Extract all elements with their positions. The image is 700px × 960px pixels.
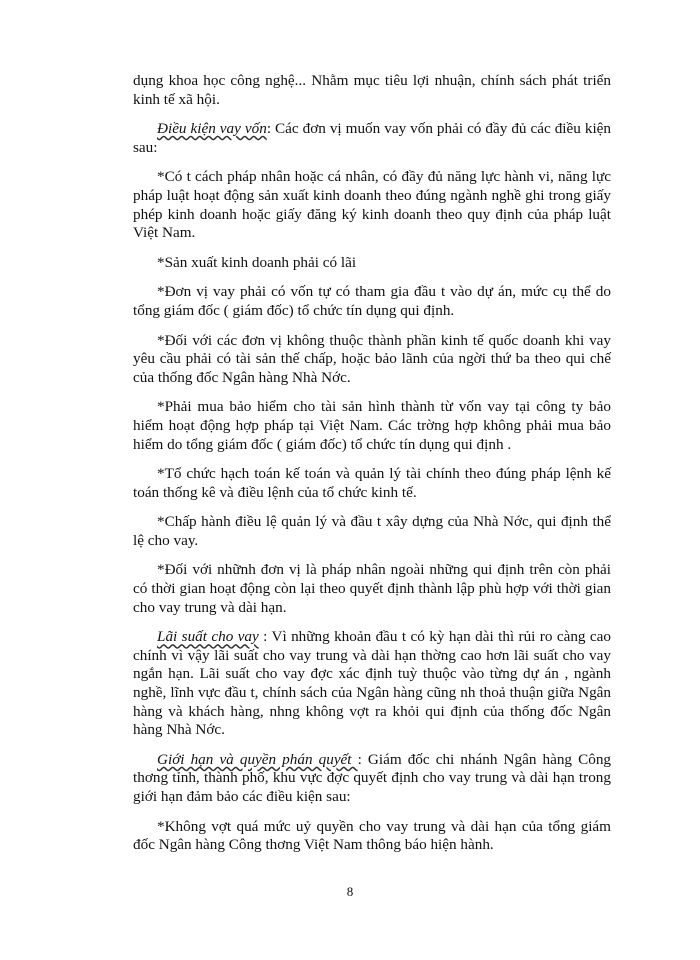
paragraph-text: : Các đơn vị muốn vay vốn phải có đầy đủ các điều kiện sau: [133,120,611,156]
paragraph-5 [133,283,611,320]
paragraph-text: *Phải mua bảo hiểm cho tài sản hình thành từ vốn vay tại công ty bảo hiểm hoạt động hợp pháp tại Việt Nam. Các trờng hợp không phải mua bảo hiểm do tổng giám đốc ( giám đốc) tổ chức tín dụng qui định . [133,398,611,453]
paragraph-11 [133,628,611,740]
paragraph-text: *Không vợt quá mức uỷ quyền cho vay trung và dài hạn của tổng giám đốc Ngân hàng Công thơng Việt Nam thông báo hiện hành. [133,817,611,854]
paragraph-3 [133,168,611,242]
paragraph-text: *Đối với các đơn vị không thuộc thành phần kinh tế quốc doanh khi vay yêu cầu phải có tài sản thế chấp, hoặc bảo lãnh của ngời thứ ba theo qui chế của thống đốc Ngân hàng Nhà Nớc. [133,331,611,386]
section-heading-loan-conditions: Điều kiện vay vốn [157,120,267,138]
section-heading-limits-authority: Giới hạn và quyền phán quyết [157,750,358,768]
paragraph-9 [133,513,611,550]
paragraph-1 [133,72,611,109]
paragraph-8 [133,465,611,502]
paragraph-12 [133,751,611,807]
paragraph-text: : Vì những khoản đầu t có kỳ hạn dài thì rủi ro càng cao chính vì vậy lãi suất cho vay trung và dài hạn thờng cao hơn lãi suất cho vay ngắn hạn. Lãi suất cho vay đợc xác định tuỳ thuộc vào từng dự án , ngành nghề, lĩnh vực đầu t, chính sách của Ngân hàng cũng nh thoả thuận giữa Ngân hàng và khách hàng, nhng không vợt ra khỏi qui định của thống đốc Ngân hàng Nhà Nớc. [133,628,611,739]
paragraph-13 [133,818,611,855]
paragraph-text: *Đối với nhữnh đơn vị là pháp nhân ngoài những qui định trên còn phải có thời gian hoạt động còn lại theo quyết định thành lập phù hợp với thời gian cho vay trung và dài hạn. [133,561,611,616]
paragraph-text: *Đơn vị vay phải có vốn tự có tham gia đầu t vào dự án, mức cụ thể do tổng giám đốc ( giám đốc) tổ chức tín dụng qui định. [133,283,611,319]
paragraph-text: *Sản xuất kinh doanh phải có lãi [157,253,357,271]
document-page [133,72,611,866]
page-number: 8 [346,884,354,899]
paragraph-10 [133,561,611,617]
paragraph-7 [133,398,611,454]
paragraph-6 [133,332,611,388]
paragraph-text: *Chấp hành điều lệ quản lý và đầu t xây dựng của Nhà Nớc, qui định thể lệ cho vay. [133,513,611,549]
paragraph-text: *Tổ chức hạch toán kế toán và quản lý tài chính theo đúng pháp lệnh kế toán thống kê và điều lệnh của tổ chức kinh tế. [133,465,611,501]
paragraph-text: : Giám đốc chi nhánh Ngân hàng Công thơng tỉnh, thành phố, khu vực đợc quyết định cho vay trung và dài hạn trong giới hạn đảm bảo các điều kiện sau: [133,750,612,805]
section-heading-interest-rate: Lãi suất cho vay [157,628,259,646]
paragraph-2 [133,120,611,157]
paragraph-text: *Có t cách pháp nhân hoặc cá nhân, có đầy đủ năng lực hành vi, năng lực pháp luật hoạt động sản xuất kinh doanh theo đúng ngành nghề ghi trong giấy phép kinh doanh hoặc giấy đăng ký kinh doanh theo quy định của pháp luật Việt Nam. [133,168,611,242]
paragraph-text: dụng khoa học công nghệ... Nhằm mục tiêu lợi nhuận, chính sách phát triển kinh tế xã hội. [133,72,611,108]
paragraph-4 [133,254,611,273]
